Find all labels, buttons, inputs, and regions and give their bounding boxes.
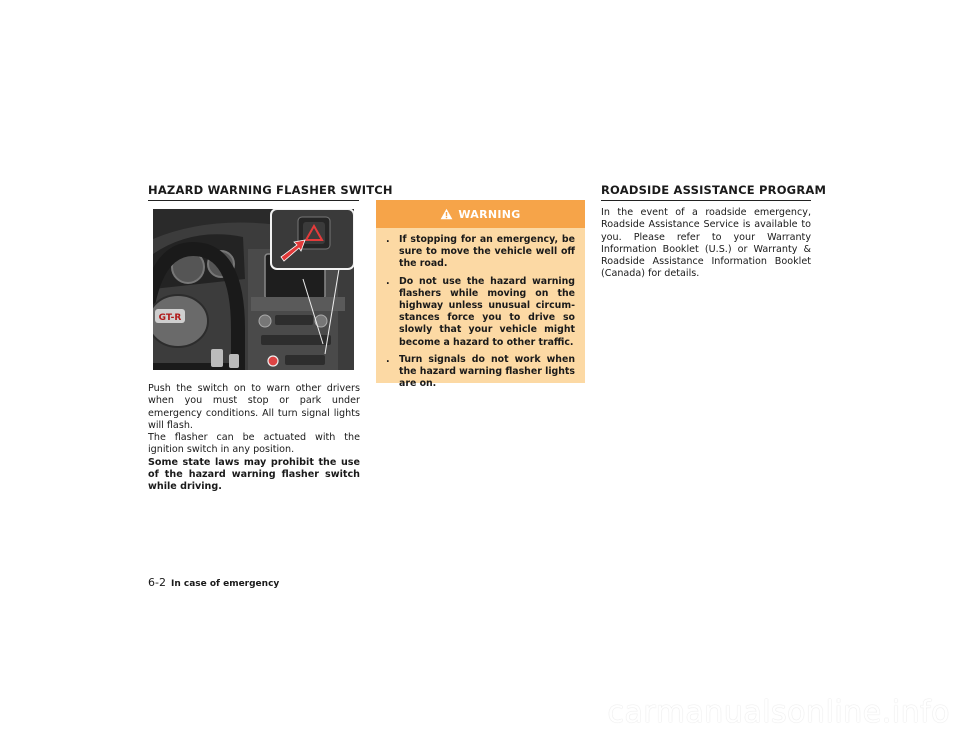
paragraph: Push the switch on to warn other drivers when you must stop or park under emergency conditions. All turn signal lights will flash. [148,383,360,431]
warning-item [386,354,575,391]
gt-r-badge-text: GT-R [158,313,182,323]
warning-list [376,228,585,390]
paragraph: In the event of a roadside emergency, Roadside Assistance Service is available to you. Please refer to your Warranty Information Booklet (U.S.) or Warranty & Roadside Assistance Information Booklet (Canada) for details. [601,207,811,280]
paragraph: The flasher can be actuated with the ignition switch in any position. [148,432,360,456]
hazard-switch-heading: HAZARD WARNING FLASHER SWITCH [148,183,359,201]
warning-item-text: Do not use the hazard warning flashers while moving on the highway unless unusual circum-stances force you to drive so slowly that your vehicle might become a hazard to other traffic. [399,275,575,348]
page-number: 6-2 [148,576,166,589]
warning-title: WARNING [458,207,521,221]
roadside-assistance-text [601,207,811,281]
bullet: . [386,275,390,287]
state-law-note: Some state laws may prohibit the use of the hazard warning flasher switch while driving. [148,456,360,493]
warning-item [386,276,575,349]
bullet: . [386,234,390,245]
warning-item [386,234,575,271]
warning-item-text: Turn signals do not work when the hazard warning flasher lights are on. [399,353,575,390]
dashboard-drawing [153,209,354,370]
bullet: . [386,353,390,365]
warning-triangle-icon [440,208,453,220]
page-footer [148,576,279,589]
hazard-switch-text [148,383,360,494]
warning-header [376,200,585,228]
watermark: carmanualsonline.info [607,695,950,730]
dashboard-illustration [153,209,354,370]
roadside-assistance-heading: ROADSIDE ASSISTANCE PROGRAM [601,183,811,201]
section-title: In case of emergency [170,579,280,589]
warning-item-text: If stopping for an emergency, be sure to move the vehicle well off the road. [399,234,575,270]
warning-box [376,200,585,390]
